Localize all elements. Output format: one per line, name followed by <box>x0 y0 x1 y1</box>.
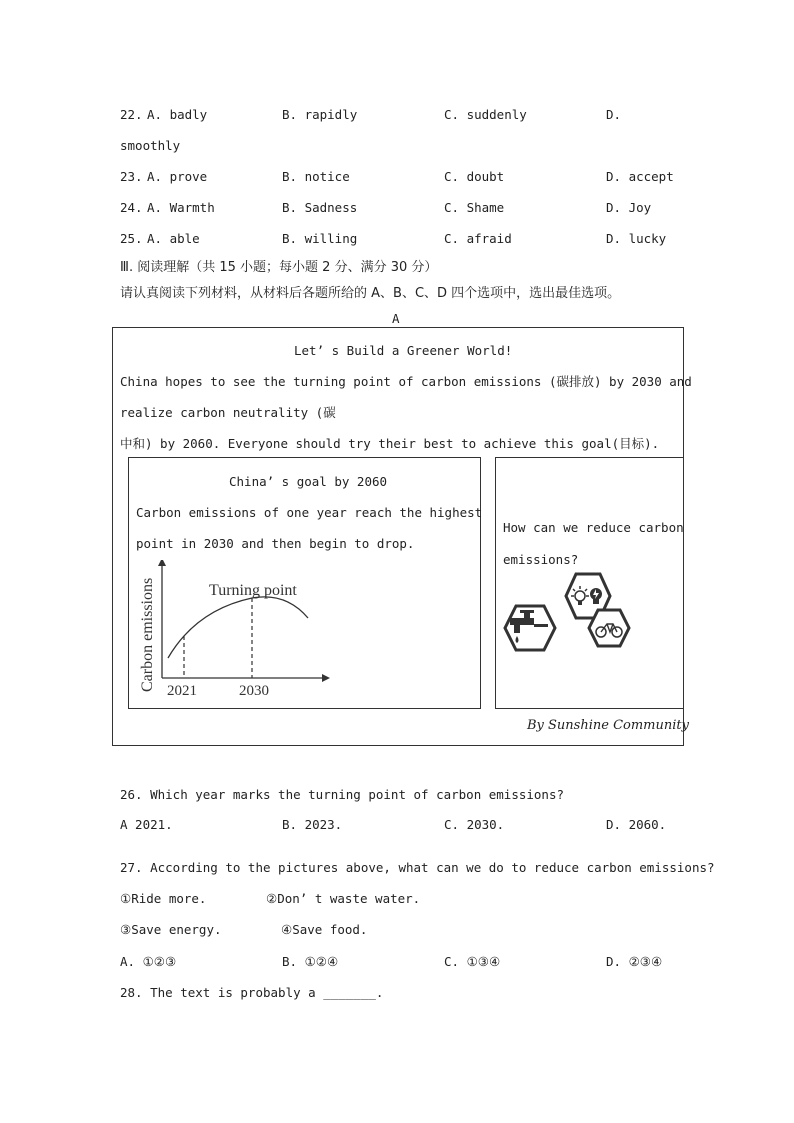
section-heading: Ⅲ. 阅读理解（共 15 小题；每小题 2 分、满分 30 分） <box>120 260 438 275</box>
q27-statement-2: ②Don’ t waste water. <box>266 891 421 906</box>
chart-x-arrow <box>322 674 330 682</box>
q27-stem: 27. According to the pictures above, what can we do to reduce carbon emissions? <box>120 860 715 875</box>
q27-option-a: A. ①②③ <box>120 954 177 969</box>
q26-stem: 26. Which year marks the turning point of carbon emissions? <box>120 787 565 802</box>
q23-num: 23. <box>120 169 143 184</box>
chart-ylabel: Carbon emissions <box>139 577 156 692</box>
chart-title: Turning point <box>209 582 297 599</box>
q27-statement-3: ③Save energy. <box>120 922 222 937</box>
emissions-chart <box>136 560 336 702</box>
passage-label: A <box>392 311 400 326</box>
q26-option-c: C. 2030. <box>444 817 505 832</box>
chart-tick-2030: 2030 <box>239 683 269 699</box>
q25-option-b: B. willing <box>282 231 358 246</box>
q27-statement-4: ④Save food. <box>281 922 368 937</box>
chart-y-arrow <box>158 560 166 566</box>
q27-option-b: B. ①②④ <box>282 954 339 969</box>
q22-option-c: C. suddenly <box>444 107 527 122</box>
q24-option-c: C. Shame <box>444 200 505 215</box>
q27-option-c: C. ①③④ <box>444 954 501 969</box>
goal-panel-title: China’ s goal by 2060 <box>229 474 388 489</box>
q25-option-c: C. afraid <box>444 231 512 246</box>
q22-option-d-cont: smoothly <box>120 138 181 153</box>
q24-option-a: A. Warmth <box>147 200 215 215</box>
q28-stem: 28. The text is probably a _______. <box>120 985 384 1000</box>
q25-option-a: A. able <box>147 231 200 246</box>
q27-statement-1: ①Ride more. <box>120 891 207 906</box>
q23-option-b: B. notice <box>282 169 350 184</box>
passage-line-1: China hopes to see the turning point of carbon emissions (碳排放) by 2030 and <box>120 374 692 389</box>
q24-option-b: B. Sadness <box>282 200 358 215</box>
q23-option-c: C. doubt <box>444 169 505 184</box>
q22-option-a: A. badly <box>147 107 208 122</box>
goal-panel-text-2: point in 2030 and then begin to drop. <box>136 536 415 551</box>
q26-option-a: A 2021. <box>120 817 173 832</box>
passage-credit: By Sunshine Community <box>527 718 689 733</box>
passage-line-2: realize carbon neutrality (碳 <box>120 405 336 420</box>
section-instruction: 请认真阅读下列材料，从材料后各题所给的 A、B、C、D 四个选项中，选出最佳选项。 <box>120 286 621 301</box>
reduce-panel-text-1: How can we reduce carbon <box>503 520 684 535</box>
q23-option-d: D. accept <box>606 169 674 184</box>
passage-title: Let’ s Build a Greener World! <box>294 343 513 358</box>
bike-hexagon <box>589 610 629 646</box>
chart-curve <box>168 597 308 658</box>
q23-option-a: A. prove <box>147 169 208 184</box>
goal-panel-text-1: Carbon emissions of one year reach the highest <box>136 505 483 520</box>
q22-num: 22. <box>120 107 143 122</box>
q22-option-b: B. rapidly <box>282 107 358 122</box>
q26-option-b: B. 2023. <box>282 817 343 832</box>
q27-option-d: D. ②③④ <box>606 954 663 969</box>
q24-option-d: D. Joy <box>606 200 652 215</box>
eco-icons <box>500 572 640 656</box>
passage-line-3: 中和) by 2060. Everyone should try their best to achieve this goal(目标). <box>120 436 660 451</box>
water-hexagon <box>505 606 555 650</box>
q26-option-d: D. 2060. <box>606 817 667 832</box>
chart-tick-2021: 2021 <box>167 683 197 699</box>
reduce-panel-text-2: emissions? <box>503 552 579 567</box>
q22-option-d: D. <box>606 107 622 122</box>
q25-num: 25. <box>120 231 143 246</box>
q24-num: 24. <box>120 200 143 215</box>
q25-option-d: D. lucky <box>606 231 667 246</box>
